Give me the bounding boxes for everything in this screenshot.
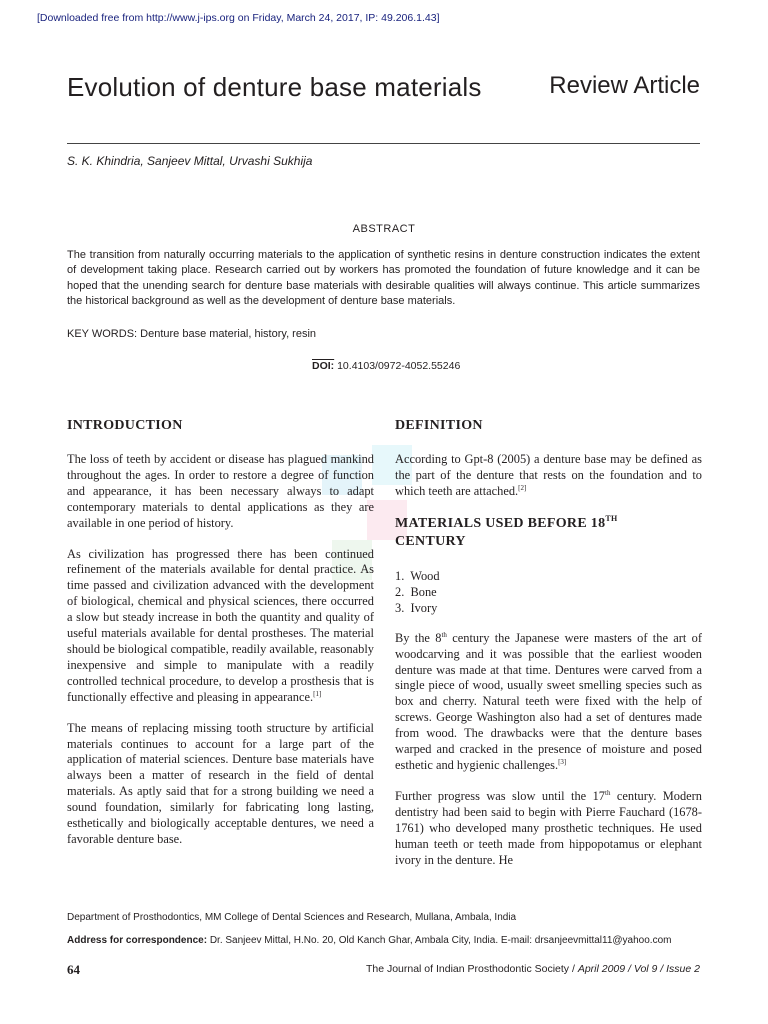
materials-heading-sup: TH <box>605 513 618 523</box>
materials-list <box>395 568 702 616</box>
right-column <box>395 417 702 883</box>
materials-heading-b: CENTURY <box>395 533 466 549</box>
keywords-label: KEY WORDS: <box>67 328 138 340</box>
intro-paragraph-3: The means of replacing missing tooth structure by artificial materials continues to account for a large part of the application of material sciences. Denture base materials have always been a matter of research in the field of dental materials. As aptly said that for a strong building we need a sound foundation, similarly for fabricating long lasting, esthetically and biologically acceptable dentures, we need a favorable denture base. <box>67 720 374 846</box>
journal-name: The Journal of Indian Prosthodontic Society / <box>365 963 578 975</box>
footer-address <box>67 935 671 946</box>
authors: S. K. Khindria, Sanjeev Mittal, Urvashi Sukhija <box>67 154 313 168</box>
seventeenth-century-paragraph <box>395 789 702 869</box>
definition-paragraph <box>395 452 702 500</box>
intro-paragraph-1: The loss of teeth by accident or disease has plagued mankind throughout the ages. In order to restore a degree of function and appearance, it has been necessary always to adapt contemporary materials to dental applications as they are available in one period of history. <box>67 452 374 530</box>
footer-department: Department of Prosthodontics, MM College of Dental Sciences and Research, Mullana, Ambala, India <box>67 912 517 923</box>
download-note: [Downloaded free from http://www.j-ips.org on Friday, March 24, 2017, IP: 49.206.1.43] <box>37 12 440 24</box>
title-divider <box>67 143 700 144</box>
p17-b: century. Modern dentistry had been said to begin with Pierre Fauchard (1678-1761) who developed many prosthetic techniques. He used human teeth or teeth made from hippopotamus or elephant ivory in the denture. He <box>395 788 702 867</box>
intro-paragraph-2 <box>67 547 374 706</box>
list-item: 2. Bone <box>395 584 437 599</box>
address-text: Dr. Sanjeev Mittal, H.No. 20, Old Kanch Ghar, Ambala City, India. E-mail: drsanjeevmittal11@yahoo.com <box>207 935 672 946</box>
eighth-century-paragraph <box>395 631 702 774</box>
abstract-heading: ABSTRACT <box>352 223 416 235</box>
materials-heading <box>395 515 702 551</box>
p8-a: By the 8 <box>395 630 442 645</box>
intro-paragraph-2-text: As civilization has progressed there has been continued refinement of the materials available for dental practice. As time passed and civilization advanced with the development of biological, chemical and physical sciences, there occurred a slow but steady increase in both the quantity and quality of useful materials available for dental prostheses. The material should be biological compatible, readily available, reasonably inexpensive and simple to manipulate with a readily controlled technical procedure, to develop a prosthesis that is functionally effective and pleasing in appearance. <box>67 546 374 704</box>
doi-value[interactable]: 10.4103/0972-4052.55246 <box>337 360 461 372</box>
journal-citation <box>366 963 700 975</box>
article-type: Review Article <box>549 72 700 99</box>
keywords-value: Denture base material, history, resin <box>140 328 317 340</box>
left-column <box>67 417 374 863</box>
doi-label: DOI: <box>312 360 335 372</box>
materials-heading-a: MATERIALS USED BEFORE 18 <box>395 515 606 531</box>
list-item: 1. Wood <box>395 568 440 583</box>
abstract-text: The transition from naturally occurring materials to the application of synthetic resins in denture construction indicates the extent of development taking place. Research carried out by workers has promoted the foundation of future knowledge and it can be hoped that the unending search for denture base materials with desirable qualities will always continue. This article summarizes the historical background as well as the development of denture base materials. <box>67 249 700 307</box>
p17-sup: th <box>605 788 611 797</box>
doi <box>312 360 460 372</box>
reference-2[interactable]: [2] <box>518 483 527 492</box>
keywords <box>67 328 316 340</box>
address-label: Address for correspondence: <box>67 935 208 946</box>
page-number: 64 <box>67 962 80 977</box>
definition-text: According to Gpt-8 (2005) a denture base may be defined as the part of the denture that rests on the foundation and to which teeth are attached. <box>395 452 702 498</box>
p8-sup: th <box>441 630 447 639</box>
list-item: 3. Ivory <box>395 600 438 615</box>
reference-1[interactable]: [1] <box>313 689 322 698</box>
p8-b: century the Japanese were masters of the art of woodcarving and it was possible that the earliest wooden denture was made at that time. Dentures were carved from a single piece of wood, usually sweet smelling species such as box and cherry. Natural teeth were fixed with the help of screws. George Washington also had a set of dentures made from wood. The drawbacks were that the denture bases warped and cracked in the presence of moisture and posed esthetic and hygienic challenges. <box>395 630 702 772</box>
article-title: Evolution of denture base materials <box>67 72 482 102</box>
introduction-heading: INTRODUCTION <box>67 418 183 433</box>
journal-issue: April 2009 / Vol 9 / Issue 2 <box>577 963 700 975</box>
definition-heading: DEFINITION <box>395 418 483 433</box>
reference-3[interactable]: [3] <box>558 757 567 766</box>
p17-a: Further progress was slow until the 17 <box>395 788 605 803</box>
